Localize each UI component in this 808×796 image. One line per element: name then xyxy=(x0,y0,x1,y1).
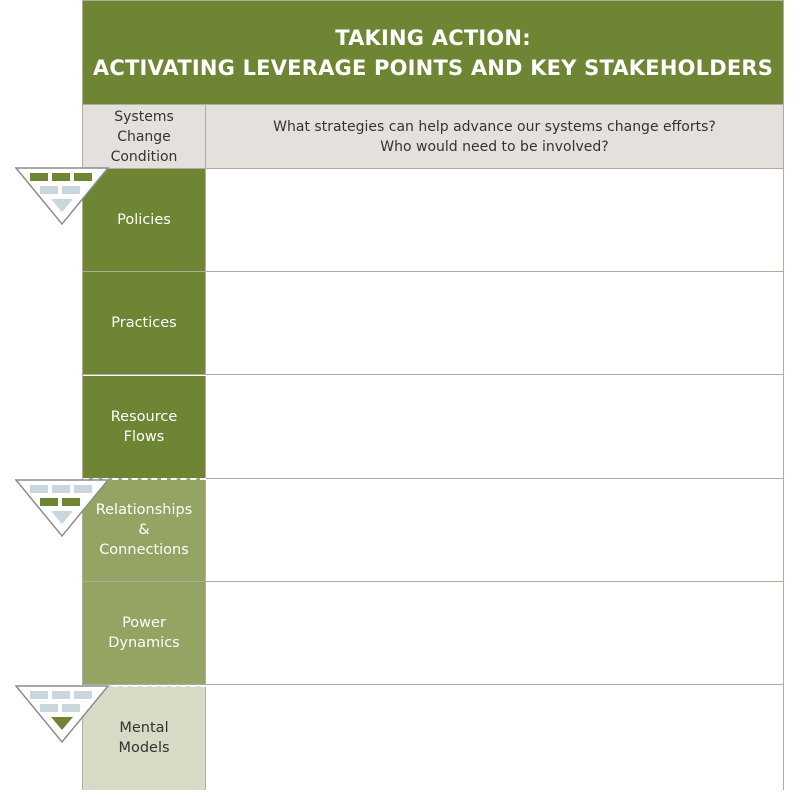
row-relationships-connections xyxy=(83,479,783,582)
label-line: & xyxy=(138,522,150,538)
condition-header-line: Change xyxy=(117,128,171,145)
response-cell-policies[interactable] xyxy=(206,169,783,271)
label-line: Power xyxy=(122,615,166,631)
response-cell-power-dynamics[interactable] xyxy=(206,582,783,684)
label-line: Resource xyxy=(110,409,178,425)
worksheet-table xyxy=(82,0,784,790)
row-policies xyxy=(83,169,783,272)
response-cell-mental-models[interactable] xyxy=(206,686,783,790)
label-line: Flows xyxy=(123,429,165,445)
title-banner xyxy=(83,1,783,104)
relational-level-triangle-icon xyxy=(14,478,110,538)
transformative-level-triangle-icon xyxy=(14,684,110,744)
structural-level-triangle-icon xyxy=(14,166,110,226)
label-line: Connections xyxy=(99,542,189,558)
label-line: Practices xyxy=(111,315,177,331)
row-practices xyxy=(83,272,783,375)
label-line: Dynamics xyxy=(108,635,180,651)
response-cell-practices[interactable] xyxy=(206,272,783,374)
condition-header-line: Systems xyxy=(114,108,174,125)
label-line: Models xyxy=(118,740,170,756)
title-line-2: ACTIVATING LEVERAGE POINTS AND KEY STAKEHOLDERS xyxy=(92,55,774,80)
label-line: Mental xyxy=(119,720,169,736)
response-cell-resource-flows[interactable] xyxy=(206,376,783,478)
row-resource-flows xyxy=(83,376,783,479)
response-cell-relationships-connections[interactable] xyxy=(206,479,783,581)
condition-label-power-dynamics xyxy=(83,582,206,684)
question-line: Who would need to be involved? xyxy=(380,138,609,155)
label-line: Relationships xyxy=(95,502,193,518)
condition-header-line: Condition xyxy=(110,148,178,165)
question-line: What strategies can help advance our systems change efforts? xyxy=(273,118,716,135)
column-header-row xyxy=(83,104,783,169)
condition-label-practices xyxy=(83,272,206,374)
condition-column-header xyxy=(83,105,206,168)
row-power-dynamics xyxy=(83,582,783,685)
row-mental-models xyxy=(83,686,783,790)
label-line: Policies xyxy=(117,212,171,228)
condition-label-resource-flows xyxy=(83,376,206,478)
title-line-1: TAKING ACTION: xyxy=(335,25,531,50)
strategy-column-header xyxy=(206,105,783,168)
